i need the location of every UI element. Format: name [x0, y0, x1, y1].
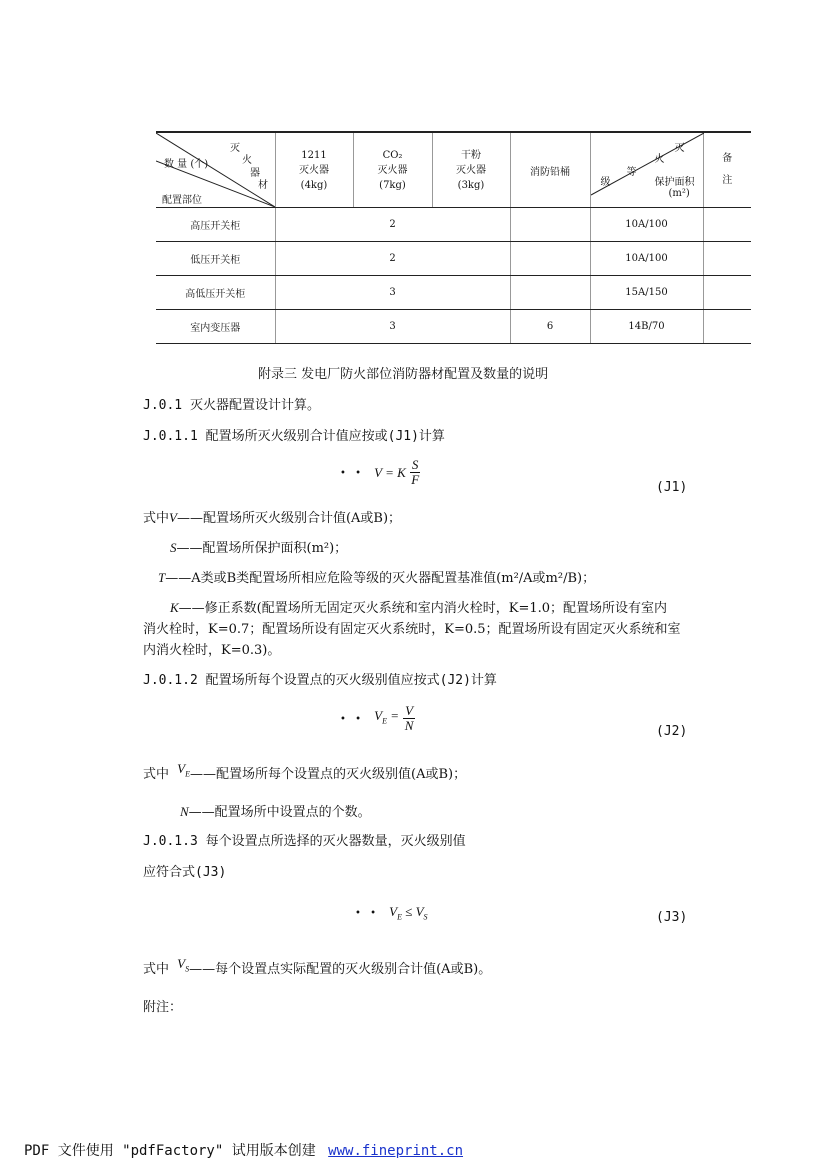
- row-bucket: [510, 276, 590, 310]
- equation-j2: [340, 704, 415, 740]
- equation-label-j3: (J3): [656, 910, 688, 925]
- row-bucket: [510, 208, 590, 242]
- def-symbol: K: [170, 600, 179, 615]
- def-symbol: [177, 956, 190, 974]
- table-row: [156, 276, 751, 310]
- def-symbol: S: [170, 540, 177, 555]
- equation-label-j1: (J1): [656, 480, 688, 495]
- definition-ve: [143, 761, 467, 788]
- header-fire-bucket: 消防铅桶: [510, 132, 590, 208]
- eq1-numerator: S: [411, 457, 419, 472]
- equation-dots: • •: [340, 468, 364, 479]
- row-location: 高低压开关柜: [156, 276, 275, 310]
- header-remarks: [703, 132, 751, 208]
- header-remarks-line1: 备: [722, 153, 733, 164]
- header-1211: [275, 132, 353, 208]
- row-bucket: 6: [510, 310, 590, 344]
- equation-dots: • •: [355, 908, 379, 919]
- footer-text: PDF 文件使用 "pdfFactory" 试用版本创建: [24, 1143, 316, 1159]
- header-dry-powder: [432, 132, 510, 208]
- table-row: [156, 208, 751, 242]
- level-label-deng: 等: [626, 167, 637, 178]
- row-level: 15A/150: [590, 276, 703, 310]
- row-note: [703, 208, 751, 242]
- appendix-note: 附注：: [143, 1000, 183, 1015]
- def-text: ——配置场所中设置点的个数。: [188, 805, 371, 820]
- definition-k-line1: [170, 600, 667, 617]
- row-extinguishers: 2: [275, 242, 510, 276]
- definition-k-line3: 内消火栓时，K=0.3)。: [143, 643, 281, 658]
- corner-label-mie: 灭: [230, 143, 240, 154]
- section-j01: J.0.1 灭火器配置设计计算。: [143, 398, 320, 413]
- def-text: ——配置场所保护面积(m²)；: [176, 541, 348, 556]
- def-symbol: T: [158, 570, 166, 585]
- def-text: ——每个设置点实际配置的灭火级别合计值(A或B)。: [189, 962, 492, 977]
- eq2-denominator: N: [404, 718, 414, 733]
- def-text: ——A类或B类配置场所相应危险等级的灭火器配置基准值(m²/A或m²/B)；: [165, 571, 596, 586]
- row-level: 14B/70: [590, 310, 703, 344]
- header-co2-line1: CO₂: [382, 149, 403, 161]
- row-location: 室内变压器: [156, 310, 275, 344]
- def-prefix: 式中: [143, 767, 170, 782]
- equation-dots: • •: [340, 714, 364, 725]
- eq3-sub-e: E: [397, 912, 402, 922]
- section-j012: J.0.1.2 配置场所每个设置点的灭火级别值应按式(J2)计算: [143, 673, 497, 688]
- def-symbol-main: V: [177, 761, 186, 776]
- definition-v: [143, 510, 401, 527]
- header-dry-line3: (3kg): [457, 179, 485, 191]
- eq3-op: ≤ V: [401, 904, 424, 919]
- level-label-mie: 灭: [674, 143, 685, 154]
- def-symbol: [177, 761, 190, 779]
- level-label-unit: (m²): [668, 188, 690, 199]
- row-extinguishers: 3: [275, 310, 510, 344]
- table-header-row: [156, 132, 751, 208]
- header-1211-line3: (4kg): [300, 179, 328, 191]
- table-row: [156, 310, 751, 344]
- header-dry-line1: 干粉: [461, 149, 481, 161]
- row-note: [703, 276, 751, 310]
- definition-s: [170, 540, 347, 557]
- eq2-lhs-sub: E: [382, 716, 387, 726]
- def-text: ——配置场所灭火级别合计值(A或B)；: [176, 511, 402, 526]
- table-row: [156, 242, 751, 276]
- section-j011: J.0.1.1 配置场所灭火级别合计值应按或(J1)计算: [143, 429, 445, 444]
- row-note: [703, 242, 751, 276]
- header-1211-line1: 1211: [301, 149, 327, 161]
- def-prefix: 式中: [143, 962, 170, 977]
- definition-n: [180, 804, 371, 821]
- def-symbol-sub: E: [185, 769, 190, 779]
- row-note: [703, 310, 751, 344]
- eq1-lhs: V = K: [374, 464, 406, 480]
- def-text: ——配置场所每个设置点的灭火级别值(A或B)；: [190, 767, 467, 782]
- header-remarks-line2: 注: [722, 175, 733, 186]
- header-co2-line2: 灭火器: [377, 164, 408, 176]
- footer-link[interactable]: www.fineprint.cn: [328, 1143, 464, 1159]
- corner-label-quantity: 数 量 (个): [164, 159, 209, 170]
- row-bucket: [510, 242, 590, 276]
- corner-header-cell: [156, 132, 275, 208]
- header-co2: [353, 132, 432, 208]
- def-symbol: V: [169, 510, 177, 525]
- level-label-huo: 火: [654, 154, 665, 165]
- section-j013-cont: 应符合式(J3): [143, 865, 227, 880]
- equation-j3: [355, 904, 428, 926]
- eq2-fraction: [403, 704, 415, 733]
- eq2-lhs: $V_E$ =: [374, 707, 399, 726]
- eq1-denominator: F: [411, 472, 420, 487]
- def-text: ——修正系数(配置场所无固定灭火系统和室内消火栓时，K=1.0；配置场所设有室内: [178, 601, 668, 616]
- equipment-config-table: [156, 131, 751, 344]
- pdf-footer: [24, 1140, 463, 1160]
- definition-k-line2: 消火栓时，K=0.7；配置场所设有固定灭火系统时，K=0.5；配置场所设有固定灭火系统和室: [143, 622, 681, 637]
- row-location: 低压开关柜: [156, 242, 275, 276]
- row-level: 10A/100: [590, 242, 703, 276]
- corner-label-cai: 材: [258, 180, 268, 191]
- level-label-area: 保护面积: [654, 177, 695, 188]
- header-1211-line2: 灭火器: [299, 164, 329, 176]
- definition-vs: [143, 956, 492, 983]
- row-level: 10A/100: [590, 208, 703, 242]
- level-label-ji: 级: [600, 177, 611, 188]
- row-extinguishers: 2: [275, 208, 510, 242]
- def-symbol: N: [180, 804, 189, 819]
- corner-label-location: 配置部位: [162, 195, 202, 206]
- equation-j1: [340, 458, 420, 494]
- eq2-numerator: V: [405, 703, 414, 718]
- appendix-title: 附录三 发电厂防火部位消防器材配置及数量的说明: [258, 367, 549, 382]
- corner-label-huo: 火: [242, 155, 252, 166]
- def-symbol-main: V: [177, 956, 186, 971]
- section-j013: J.0.1.3 每个设置点所选择的灭火器数量，灭火级别值: [143, 834, 466, 849]
- header-dry-line2: 灭火器: [456, 164, 486, 176]
- equation-label-j2: (J2): [656, 724, 688, 739]
- header-co2-line3: (7kg): [379, 179, 406, 191]
- eq3-sub-s: S: [423, 912, 428, 922]
- eq1-fraction: [410, 458, 421, 487]
- eq2-lhs-symbol: V: [374, 707, 383, 723]
- def-symbol-sub: S: [185, 964, 190, 974]
- header-fire-level-area: [590, 132, 703, 208]
- definition-t: [158, 570, 595, 587]
- eq3-expr: [389, 904, 428, 922]
- def-prefix: 式中: [143, 511, 170, 526]
- row-extinguishers: 3: [275, 276, 510, 310]
- corner-label-qi: 器: [250, 168, 260, 179]
- eq3-ve: V: [389, 904, 398, 919]
- row-location: 高压开关柜: [156, 208, 275, 242]
